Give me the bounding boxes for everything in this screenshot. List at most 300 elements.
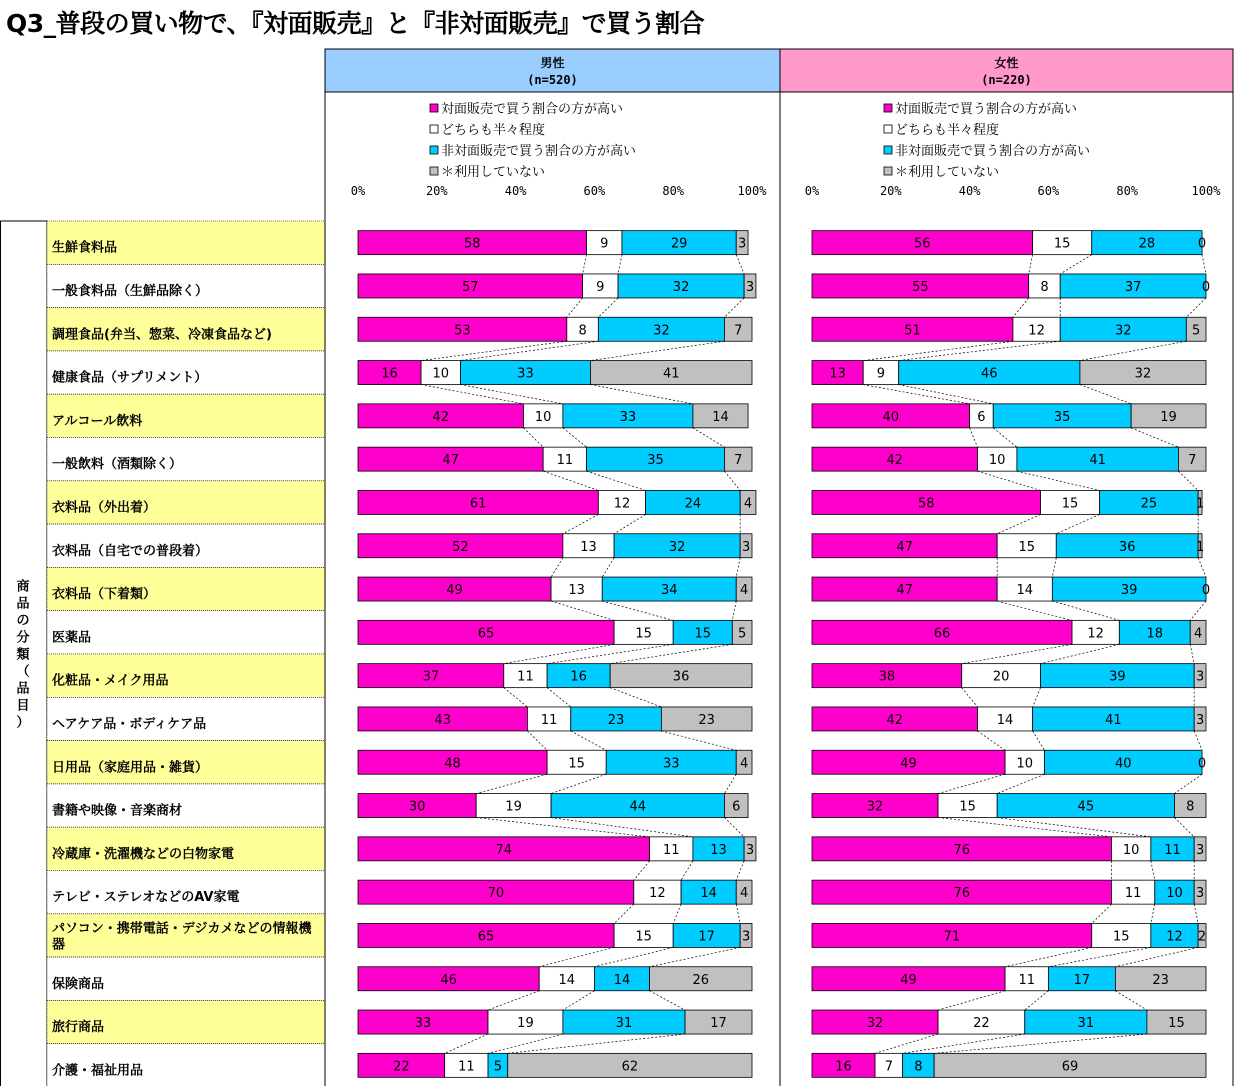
- category-label: テレビ・ステレオなどのAV家電: [52, 890, 240, 906]
- series-line: [736, 255, 744, 274]
- series-line: [421, 341, 567, 360]
- category-label: 書籍や映像・音楽商材: [52, 803, 183, 819]
- data-label: 76: [953, 842, 970, 858]
- category-label: 旅行商品: [52, 1020, 105, 1036]
- series-line: [1025, 991, 1049, 1010]
- series-line: [724, 818, 744, 837]
- series-line: [563, 514, 598, 533]
- series-line: [488, 1034, 563, 1053]
- series-line: [724, 774, 736, 793]
- series-line: [1041, 644, 1120, 663]
- data-label: 16: [835, 1059, 852, 1075]
- data-label: 66: [933, 626, 951, 642]
- data-label: 10: [432, 366, 450, 382]
- data-label: 28: [1138, 236, 1156, 252]
- data-label: 37: [422, 669, 440, 685]
- data-label: 17: [698, 929, 715, 945]
- data-label: 10: [1016, 756, 1034, 772]
- data-label: 35: [647, 453, 664, 469]
- category-label: 衣料品（自宅での普段着）: [52, 543, 209, 559]
- side-label-char: （: [16, 664, 30, 680]
- data-label: 4: [1193, 626, 1203, 642]
- x-tick-label: 80%: [1116, 184, 1139, 198]
- data-label: 30: [408, 799, 426, 815]
- series-line: [1080, 341, 1186, 360]
- series-line: [863, 341, 1013, 360]
- data-label: 17: [710, 1016, 727, 1032]
- data-label: 11: [1124, 886, 1142, 902]
- data-label: 7: [734, 453, 743, 469]
- series-line: [1115, 991, 1147, 1010]
- data-label: 36: [672, 669, 690, 685]
- series-line: [977, 471, 1040, 490]
- category-label: 器: [52, 937, 66, 953]
- series-line: [504, 688, 528, 707]
- data-label: 19: [505, 799, 522, 815]
- series-line: [614, 904, 634, 923]
- x-tick-label: 60%: [1037, 184, 1060, 198]
- series-line: [1052, 558, 1056, 577]
- data-label: 42: [886, 712, 904, 728]
- series-line: [1017, 471, 1100, 490]
- data-label: 13: [568, 583, 585, 599]
- legend-label: ＊利用していない: [441, 165, 546, 180]
- series-line: [875, 1034, 938, 1053]
- series-line: [993, 428, 1017, 447]
- data-label: 14: [712, 409, 729, 425]
- series-line: [445, 1034, 488, 1053]
- data-label: 51: [904, 323, 921, 339]
- series-line: [618, 255, 622, 274]
- legend-label: 対面販売で買う割合の方が高い: [441, 102, 624, 117]
- data-label: 15: [635, 929, 652, 945]
- data-label: 19: [1160, 409, 1177, 425]
- series-line: [1033, 688, 1041, 707]
- data-label: 49: [900, 756, 917, 772]
- data-label: 17: [1073, 972, 1091, 988]
- data-label: 7: [734, 323, 743, 339]
- legend-swatch: [884, 104, 892, 112]
- data-label: 3: [1195, 712, 1205, 728]
- data-label: 65: [477, 929, 495, 945]
- data-label: 16: [570, 669, 587, 685]
- data-label: 3: [738, 236, 747, 252]
- series-line: [970, 428, 978, 447]
- series-line: [508, 1034, 685, 1053]
- data-label: 9: [876, 366, 886, 382]
- series-line: [539, 947, 614, 966]
- data-label: 23: [1152, 972, 1169, 988]
- data-label: 14: [996, 712, 1014, 728]
- data-label: 41: [1105, 712, 1122, 728]
- data-label: 39: [1120, 583, 1138, 599]
- legend-swatch: [430, 125, 438, 133]
- series-line: [1048, 947, 1150, 966]
- series-line: [527, 731, 547, 750]
- panel-title: 女性: [994, 56, 1019, 70]
- data-label: 8: [1186, 799, 1195, 815]
- data-label: 31: [1077, 1016, 1095, 1032]
- data-label: 32: [866, 1016, 884, 1032]
- series-line: [732, 601, 736, 620]
- side-label-char: ）: [16, 715, 30, 731]
- data-label: 4: [739, 756, 749, 772]
- series-line: [590, 385, 692, 404]
- series-line: [460, 385, 562, 404]
- data-label: 39: [1109, 669, 1126, 685]
- panel-male: [325, 49, 780, 1086]
- data-label: 33: [517, 366, 534, 382]
- data-label: 45: [1077, 799, 1095, 815]
- series-line: [1202, 255, 1206, 274]
- x-tick-label: 20%: [425, 184, 448, 198]
- series-line: [1131, 428, 1178, 447]
- data-label: 1: [1195, 496, 1205, 512]
- series-line: [962, 644, 1072, 663]
- series-line: [547, 688, 571, 707]
- data-label: 22: [973, 1016, 990, 1032]
- series-line: [551, 601, 614, 620]
- data-label: 25: [1140, 496, 1158, 512]
- data-label: 15: [1061, 496, 1079, 512]
- series-line: [899, 341, 1061, 360]
- series-line: [938, 774, 1005, 793]
- data-label: 4: [739, 583, 749, 599]
- data-label: 69: [1061, 1059, 1079, 1075]
- data-label: 49: [446, 583, 463, 599]
- data-label: 0: [1197, 236, 1207, 252]
- series-line: [563, 428, 587, 447]
- data-label: 0: [1201, 583, 1211, 599]
- data-label: 32: [1114, 323, 1132, 339]
- data-label: 71: [943, 929, 961, 945]
- series-line: [1178, 471, 1198, 490]
- data-label: 14: [1016, 583, 1034, 599]
- series-line: [661, 731, 736, 750]
- category-label: 一般食料品（生鮮品除く）: [52, 283, 209, 299]
- data-label: 70: [487, 886, 505, 902]
- legend: [430, 101, 636, 180]
- side-label-char: 目: [16, 698, 30, 714]
- data-label: 6: [732, 799, 741, 815]
- x-tick-label: 0%: [350, 184, 366, 198]
- data-label: 37: [1124, 279, 1142, 295]
- series-line: [421, 385, 523, 404]
- data-label: 3: [741, 929, 751, 945]
- data-label: 4: [743, 496, 753, 512]
- data-label: 56: [914, 236, 931, 252]
- legend-label: ＊利用していない: [895, 165, 1000, 180]
- data-label: 34: [660, 583, 678, 599]
- legend-label: どちらも半々程度: [441, 123, 546, 138]
- category-label: 医薬品: [52, 630, 92, 646]
- data-label: 74: [495, 842, 513, 858]
- series-line: [504, 644, 614, 663]
- series-line: [602, 601, 673, 620]
- category-label: 衣料品（下着類）: [52, 587, 157, 603]
- data-label: 12: [613, 496, 631, 512]
- series-line: [903, 1034, 1025, 1053]
- data-label: 22: [393, 1059, 410, 1075]
- x-tick-label: 40%: [958, 184, 981, 198]
- data-label: 15: [568, 756, 585, 772]
- series-line: [997, 774, 1044, 793]
- category-label: 日用品（家庭用品・雑貨）: [52, 760, 209, 776]
- x-tick-label: 0%: [804, 184, 820, 198]
- series-line: [1198, 558, 1206, 577]
- data-label: 5: [493, 1059, 503, 1075]
- series-line: [899, 385, 994, 404]
- series-line: [551, 774, 606, 793]
- data-label: 1: [1195, 539, 1205, 555]
- data-label: 11: [662, 842, 680, 858]
- legend: [884, 101, 1090, 180]
- data-label: 46: [981, 366, 998, 382]
- legend-label: どちらも半々程度: [895, 123, 1000, 138]
- series-line: [1060, 255, 1092, 274]
- data-label: 10: [988, 453, 1006, 469]
- data-label: 14: [558, 972, 576, 988]
- series-line: [583, 255, 587, 274]
- data-label: 29: [670, 236, 688, 252]
- data-label: 58: [463, 236, 481, 252]
- data-label: 7: [1188, 453, 1197, 469]
- series-line: [476, 774, 547, 793]
- side-label-char: 類: [16, 647, 30, 663]
- data-label: 32: [668, 539, 686, 555]
- data-label: 31: [615, 1016, 633, 1032]
- data-label: 15: [694, 626, 712, 642]
- series-line: [634, 861, 650, 880]
- data-label: 15: [1018, 539, 1036, 555]
- series-line: [1186, 298, 1206, 317]
- series-line: [693, 428, 725, 447]
- data-label: 11: [517, 669, 534, 685]
- data-label: 3: [741, 539, 751, 555]
- series-line: [1029, 255, 1033, 274]
- data-label: 11: [458, 1059, 475, 1075]
- data-label: 8: [1040, 279, 1049, 295]
- data-label: 11: [1164, 842, 1181, 858]
- data-label: 76: [953, 886, 970, 902]
- series-line: [1052, 601, 1119, 620]
- side-label: [16, 579, 29, 731]
- series-line: [598, 298, 618, 317]
- data-label: 57: [462, 279, 479, 295]
- series-line: [563, 991, 595, 1010]
- side-label-char: 商: [16, 579, 30, 595]
- data-label: 46: [440, 972, 457, 988]
- series-line: [1151, 904, 1155, 923]
- data-label: 44: [629, 799, 647, 815]
- series-line: [681, 861, 693, 880]
- series-line: [1115, 947, 1198, 966]
- data-label: 61: [469, 496, 487, 512]
- data-label: 2: [1197, 929, 1207, 945]
- series-line: [1033, 731, 1045, 750]
- data-label: 15: [959, 799, 976, 815]
- series-line: [587, 471, 646, 490]
- x-tick-label: 100%: [737, 184, 767, 198]
- series-line: [614, 514, 646, 533]
- series-line: [650, 947, 741, 966]
- series-line: [610, 644, 732, 663]
- data-label: 18: [1146, 626, 1164, 642]
- data-label: 23: [698, 712, 715, 728]
- legend-swatch: [430, 167, 438, 175]
- data-label: 10: [534, 409, 552, 425]
- side-label-char: 品: [16, 681, 30, 697]
- series-line: [1174, 774, 1202, 793]
- category-label: 介護・福祉用品: [52, 1063, 144, 1079]
- data-label: 32: [653, 323, 670, 339]
- legend-swatch: [884, 146, 892, 154]
- data-label: 15: [635, 626, 652, 642]
- series-line: [602, 558, 614, 577]
- series-line: [594, 947, 673, 966]
- panel-title: 男性: [540, 56, 565, 70]
- data-label: 41: [1089, 453, 1106, 469]
- data-label: 42: [432, 409, 450, 425]
- series-line: [997, 818, 1151, 837]
- series-line: [724, 471, 740, 490]
- data-label: 38: [878, 669, 896, 685]
- series-line: [571, 731, 606, 750]
- series-line: [590, 341, 724, 360]
- series-line: [1190, 644, 1194, 663]
- data-label: 65: [477, 626, 495, 642]
- category-label: 調理食品(弁当、惣菜、冷凍食品など): [52, 327, 272, 343]
- data-label: 47: [896, 583, 913, 599]
- series-line: [567, 298, 583, 317]
- data-label: 55: [912, 279, 929, 295]
- data-label: 13: [580, 539, 597, 555]
- data-label: 13: [710, 842, 727, 858]
- data-label: 5: [738, 626, 747, 642]
- category-label: 健康食品（サプリメント）: [52, 370, 208, 386]
- panel-sample-size: (n=520): [527, 73, 578, 87]
- data-label: 48: [444, 756, 461, 772]
- series-line: [610, 688, 661, 707]
- data-label: 9: [596, 279, 605, 295]
- data-label: 32: [866, 799, 884, 815]
- data-label: 10: [1122, 842, 1140, 858]
- series-line: [547, 644, 673, 663]
- series-line: [1190, 601, 1206, 620]
- data-label: 8: [914, 1059, 923, 1075]
- data-label: 7: [884, 1059, 893, 1075]
- data-label: 33: [414, 1016, 432, 1032]
- data-label: 9: [600, 236, 609, 252]
- category-label: 一般飲料（酒類除く）: [52, 457, 183, 473]
- data-label: 3: [1195, 886, 1205, 902]
- x-tick-label: 100%: [1191, 184, 1221, 198]
- x-tick-label: 40%: [504, 184, 527, 198]
- data-label: 24: [684, 496, 702, 512]
- legend-swatch: [884, 167, 892, 175]
- data-label: 53: [454, 323, 471, 339]
- data-label: 35: [1053, 409, 1071, 425]
- data-label: 8: [578, 323, 587, 339]
- data-label: 58: [917, 496, 935, 512]
- series-line: [1194, 731, 1202, 750]
- data-label: 23: [607, 712, 625, 728]
- data-label: 43: [434, 712, 451, 728]
- category-label: 生鮮食料品: [52, 240, 118, 256]
- legend-swatch: [884, 125, 892, 133]
- data-label: 3: [745, 279, 755, 295]
- page-title: Q3_普段の買い物で、『対面販売』と『非対面販売』で買う割合: [6, 9, 705, 38]
- series-line: [1174, 818, 1194, 837]
- data-label: 0: [1201, 279, 1211, 295]
- legend-swatch: [430, 146, 438, 154]
- series-line: [1013, 298, 1029, 317]
- data-label: 12: [1087, 626, 1104, 642]
- data-label: 26: [692, 972, 710, 988]
- data-label: 11: [1018, 972, 1036, 988]
- data-label: 15: [1113, 929, 1130, 945]
- panel-sample-size: (n=220): [981, 73, 1032, 87]
- series-line: [934, 1034, 1147, 1053]
- data-label: 42: [886, 453, 904, 469]
- series-line: [1005, 947, 1092, 966]
- data-label: 14: [700, 886, 717, 902]
- data-label: 12: [1028, 323, 1045, 339]
- series-line: [460, 341, 598, 360]
- data-label: 15: [1168, 1016, 1185, 1032]
- series-line: [1080, 385, 1131, 404]
- category-label: アルコール飲料: [52, 413, 143, 429]
- series-line: [1092, 904, 1112, 923]
- series-line: [1151, 861, 1155, 880]
- category-label: 冷蔵庫・洗濯機などの白物家電: [52, 846, 235, 862]
- series-line: [736, 861, 744, 880]
- data-label: 40: [1114, 756, 1132, 772]
- data-label: 15: [1053, 236, 1071, 252]
- data-label: 47: [442, 453, 459, 469]
- x-tick-label: 60%: [583, 184, 606, 198]
- legend-label: 非対面販売で買う割合の方が高い: [895, 144, 1091, 159]
- data-label: 16: [381, 366, 398, 382]
- side-label-char: の: [16, 613, 30, 629]
- series-line: [962, 688, 978, 707]
- data-label: 62: [621, 1059, 639, 1075]
- legend-swatch: [430, 104, 438, 112]
- data-label: 5: [1192, 323, 1201, 339]
- series-line: [650, 991, 685, 1010]
- series-line: [736, 558, 740, 577]
- series-line: [724, 298, 744, 317]
- data-label: 0: [1197, 756, 1207, 772]
- data-label: 33: [662, 756, 680, 772]
- data-label: 14: [613, 972, 631, 988]
- series-line: [938, 818, 1111, 837]
- series-line: [997, 601, 1072, 620]
- data-label: 10: [1166, 886, 1183, 902]
- series-line: [551, 558, 563, 577]
- series-line: [488, 991, 539, 1010]
- data-label: 20: [992, 669, 1010, 685]
- series-line: [1056, 514, 1099, 533]
- data-label: 41: [662, 366, 680, 382]
- series-line: [938, 991, 1005, 1010]
- data-label: 52: [452, 539, 469, 555]
- category-label: ヘアケア品・ボディケア品: [52, 716, 207, 732]
- panel-female: [780, 49, 1233, 1086]
- data-label: 36: [1118, 539, 1136, 555]
- data-label: 19: [517, 1016, 534, 1032]
- x-tick-label: 80%: [662, 184, 685, 198]
